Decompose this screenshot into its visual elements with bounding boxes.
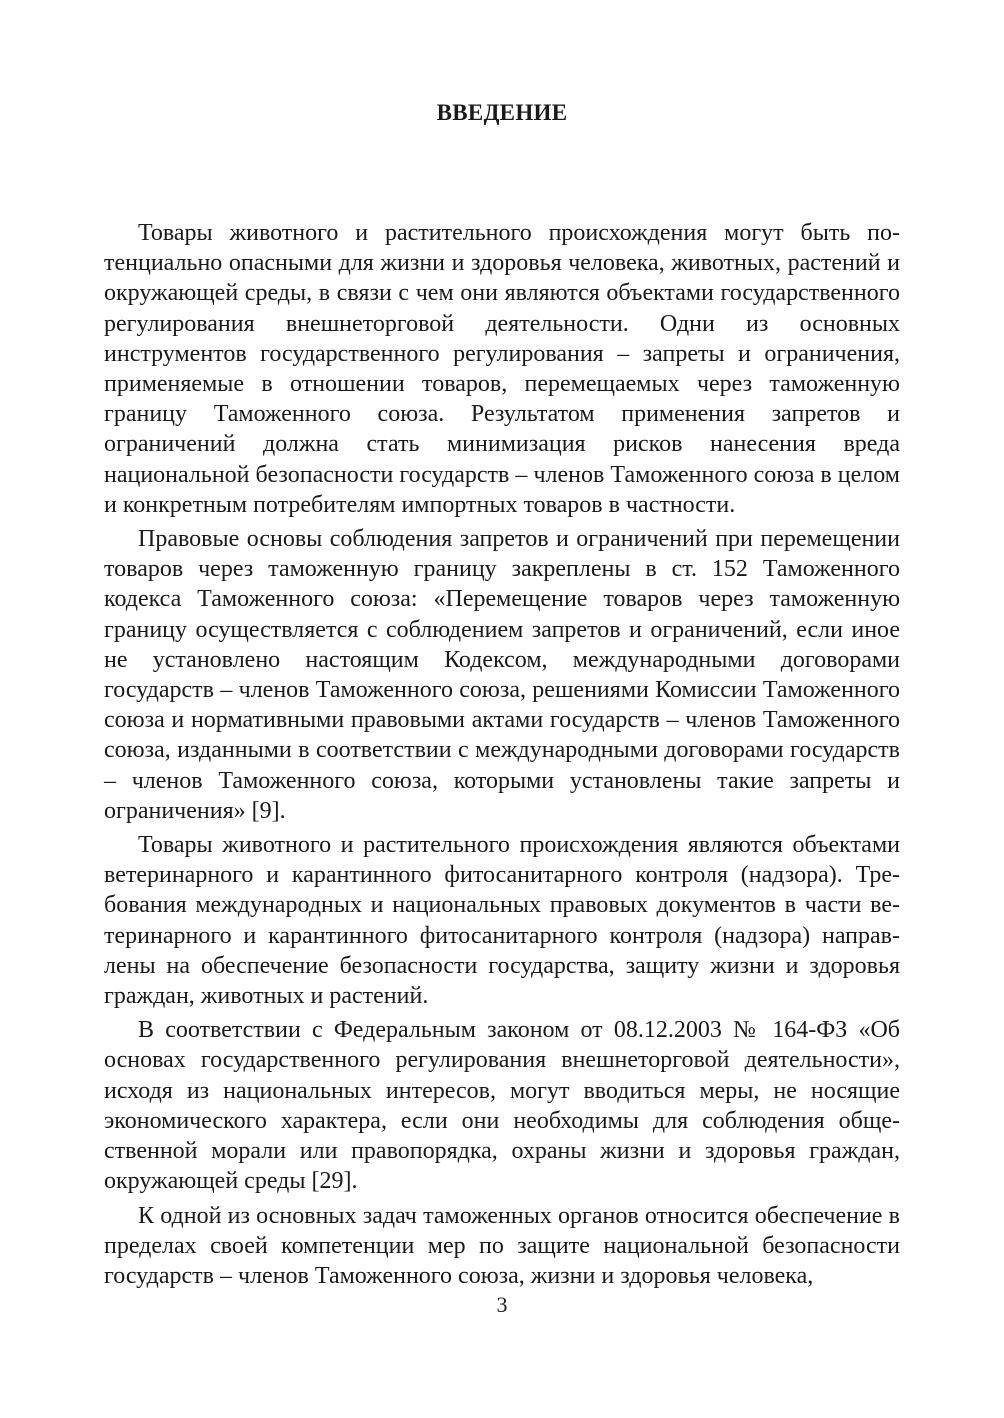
paragraph-1: Товары животного и растительного происхождения могут быть потенциально опасными для жизни и здоровья человека, животных, растений и окружающей среды, в связи с чем они являются объектами государственного регулирования внешнеторговой деятельности. Одни из основных инструментов государственного регулирования – запреты и ограничения, применяемые в отношении товаров, перемещаемых через таможенную границу Таможенного союза. Результатом применения запретов и ограничений должна стать минимизация рисков нанесения вреда национальной безопасности государств – членов Таможенного союза в целом и конкретным потребителям импортных товаров в частности. [104,220,900,518]
paragraph-4: В соответствии с Федеральным законом от 08.12.2003 № 164-ФЗ «Об основах государственного регулирования внешнеторговой деятельности», исходя из национальных интересов, могут вводиться меры, не носящие экономического характера, если они необходимы для соблюдения общественной морали или правопорядка, охраны жизни и здоровья граждан, окружающей среды [29]. [104,1017,900,1195]
paragraph-3: Товары животного и растительного происхождения являются объектами ветеринарного и карантинного фитосанитарного контроля (надзора). Требования международных и национальных правовых документов в части ветеринарного и карантинного фитосанитарного контроля (надзора) направлены на обеспечение безопасности государства, защиту жизни и здоровья граждан, животных и растений. [104,832,900,1010]
page-title: ВВЕДЕНИЕ [436,100,568,125]
page-number: 3 [496,1292,508,1317]
body-text [104,218,900,1295]
paragraph-5: К одной из основных задач таможенных органов относится обеспечение в пределах своей компетенции мер по защите национальной безопасности государств – членов Таможенного союза, жизни и здоровья человека, [104,1202,900,1289]
paragraph-2: Правовые основы соблюдения запретов и ограничений при перемещении товаров через таможенную границу закреплены в ст. 152 Таможенного кодекса Таможенного союза: «Перемещение товаров через таможенную границу осуществляется с соблюдением запретов и ограничений, если иное не установлено настоящим Кодексом, международными договорами государств – членов Таможенного союза, решениями Комиссии Таможенного союза и нормативными правовыми актами государств – членов Таможенного союза, изданными в соответствии с международными договорами государств – членов Таможенного союза, которыми установлены такие запреты и ограничения» [9]. [104,526,900,824]
